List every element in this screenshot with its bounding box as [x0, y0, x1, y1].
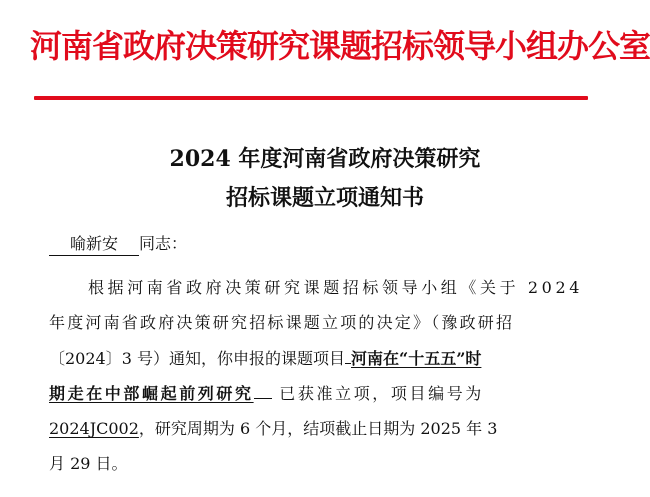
- project-title-part2: 期走在中部崛起前列研究: [49, 384, 254, 403]
- body-line-6: 月 29 日。: [49, 454, 128, 473]
- greeting-suffix: 同志：: [139, 234, 188, 253]
- recipient-name: 喻新安: [49, 233, 139, 256]
- project-code: 2024JC002: [49, 419, 139, 438]
- body-line-3: [49, 347, 481, 370]
- document-title-line1: 2024 年度河南省政府决策研究: [169, 146, 481, 172]
- greeting-line: [49, 233, 187, 256]
- body-line-3-prefix: 〔2024〕3 号）通知，你申报的课题项目: [49, 349, 345, 368]
- body-line-1: 根据河南省政府决策研究课题招标领导小组《关于 2024: [88, 278, 584, 297]
- body-line-5: [49, 418, 497, 440]
- org-letterhead: 河南省政府决策研究课题招标领导小组办公室: [30, 27, 650, 65]
- project-title-part1: 河南在“十五五”时: [351, 349, 482, 368]
- body-line-5-suffix: ，研究周期为 6 个月，结项截止日期为 2025 年 3: [138, 419, 498, 438]
- body-line-2: 年度河南省政府决策研究招标课题立项的决定》（豫政研招: [49, 313, 515, 332]
- body-line-4-suffix: 已获准立项，项目编号为: [279, 384, 484, 403]
- letterhead-red-rule: [34, 96, 588, 100]
- document-title-line2: 招标课题立项通知书: [225, 185, 424, 211]
- underline-spacer: [254, 382, 272, 399]
- body-line-4: [49, 382, 484, 405]
